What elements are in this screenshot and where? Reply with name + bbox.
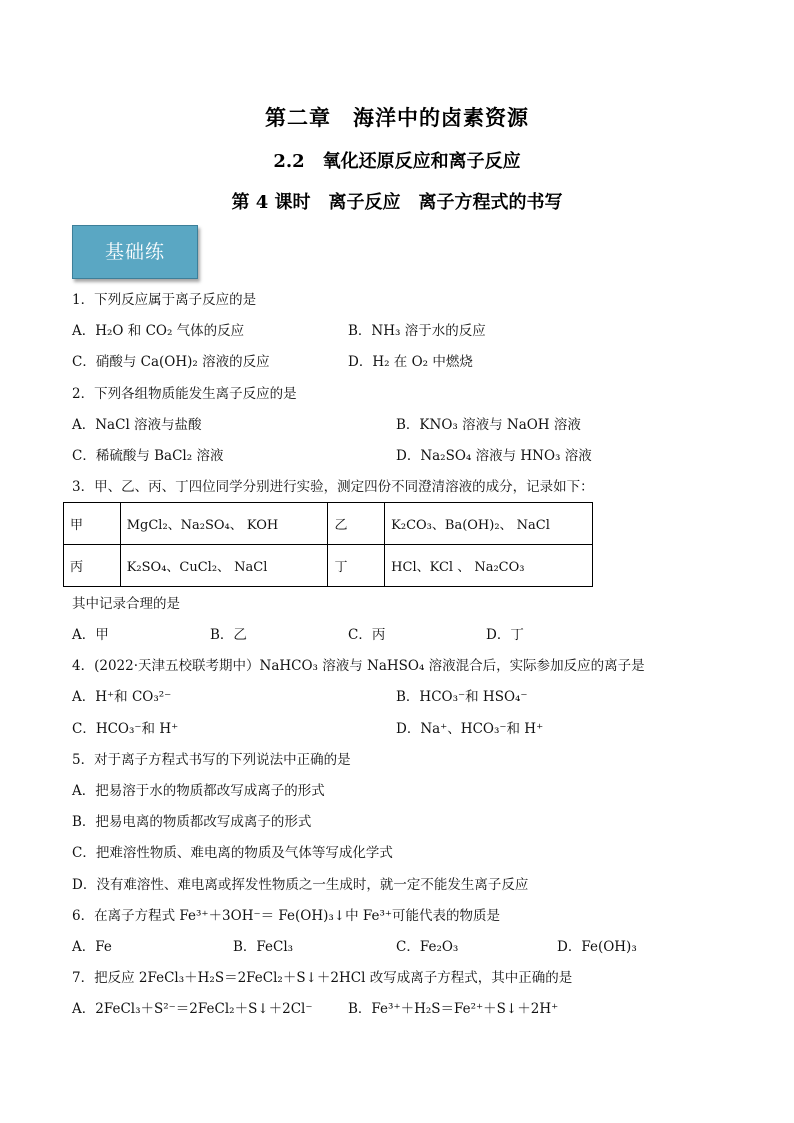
q6-option-a: A．Fe: [72, 939, 112, 955]
q5-option-a: A．把易溶于水的物质都改写成离子的形式: [72, 783, 325, 799]
q1-option-a: A．H₂O 和 CO₂ 气体的反应: [72, 323, 245, 339]
q1-option-c: C．硝酸与 Ca(OH)₂ 溶液的反应: [72, 354, 270, 370]
q4-stem: 4．(2022·天津五校联考期中）NaHCO₃ 溶液与 NaHSO₄ 溶液混合后，实际参加反应的离子是: [72, 658, 645, 674]
q4-option-d: D．Na⁺、HCO₃⁻和 H⁺: [396, 721, 544, 737]
lesson-title: 第 4 课时 离子反应 离子方程式的书写: [231, 192, 563, 213]
q3-option-b: B．乙: [210, 627, 247, 643]
q5-option-b: B．把易电离的物质都改写成离子的形式: [72, 814, 312, 830]
q4-option-a: A．H⁺和 CO₃²⁻: [72, 689, 172, 705]
chapter-title: 第二章 海洋中的卤素资源: [265, 105, 529, 130]
table-row: [64, 503, 593, 545]
q1-option-b: B．NH₃ 溶于水的反应: [348, 323, 486, 339]
table-cell: K₂SO₄、CuCl₂、 NaCl: [120, 545, 328, 587]
q4-option-c: C．HCO₃⁻和 H⁺: [72, 721, 179, 737]
q5-option-c: C．把难溶性物质、难电离的物质及气体等写成化学式: [72, 845, 393, 861]
q5-stem: 5．对于离子方程式书写的下列说法中正确的是: [72, 752, 351, 768]
table-cell: HCl、KCl 、 Na₂CO₃: [385, 545, 593, 587]
table-cell: 乙: [328, 503, 385, 545]
q2-option-a: A．NaCl 溶液与盐酸: [72, 417, 202, 433]
q4-option-b: B．HCO₃⁻和 HSO₄⁻: [396, 689, 528, 705]
q5-option-d: D．没有难溶性、难电离或挥发性物质之一生成时，就一定不能发生离子反应: [72, 877, 529, 893]
q6-stem: 6．在离子方程式 Fe³⁺＋3OH⁻＝ Fe(OH)₃↓中 Fe³⁺可能代表的物质是: [72, 908, 501, 924]
table-cell: 甲: [64, 503, 121, 545]
q3-option-c: C．丙: [348, 627, 386, 643]
q6-option-b: B．FeCl₃: [233, 939, 294, 955]
q2-option-d: D．Na₂SO₄ 溶液与 HNO₃ 溶液: [396, 448, 592, 464]
table-row: [64, 545, 593, 587]
table-cell: K₂CO₃、Ba(OH)₂、 NaCl: [385, 503, 593, 545]
q6-option-d: D．Fe(OH)₃: [557, 939, 637, 955]
q1-stem: 1．下列反应属于离子反应的是: [72, 292, 257, 308]
table-cell: MgCl₂、Na₂SO₄、 KOH: [120, 503, 328, 545]
q7-option-a: A．2FeCl₃＋S²⁻＝2FeCl₂＋S↓＋2Cl⁻: [72, 1001, 313, 1017]
q1-option-d: D．H₂ 在 O₂ 中燃烧: [348, 354, 473, 370]
basic-practice-badge: 基础练: [72, 225, 198, 279]
section-title: 2.2 氧化还原反应和离子反应: [273, 151, 521, 172]
q7-option-b: B．Fe³⁺＋H₂S＝Fe²⁺＋S↓＋2H⁺: [348, 1001, 559, 1017]
q2-option-b: B．KNO₃ 溶液与 NaOH 溶液: [396, 417, 581, 433]
q3-option-d: D．丁: [486, 627, 524, 643]
q2-option-c: C．稀硫酸与 BaCl₂ 溶液: [72, 448, 224, 464]
q7-stem: 7．把反应 2FeCl₃＋H₂S＝2FeCl₂＋S↓＋2HCl 改写成离子方程式，其中正确的是: [72, 970, 573, 986]
solution-record-table: [63, 502, 593, 587]
table-cell: 丁: [328, 545, 385, 587]
q3-option-a: A．甲: [72, 627, 109, 643]
q2-stem: 2．下列各组物质能发生离子反应的是: [72, 386, 297, 402]
table-cell: 丙: [64, 545, 121, 587]
q6-option-c: C．Fe₂O₃: [396, 939, 459, 955]
q3-after: 其中记录合理的是: [72, 596, 180, 612]
q3-stem: 3．甲、乙、丙、丁四位同学分别进行实验，测定四份不同澄清溶液的成分，记录如下：: [72, 479, 594, 495]
